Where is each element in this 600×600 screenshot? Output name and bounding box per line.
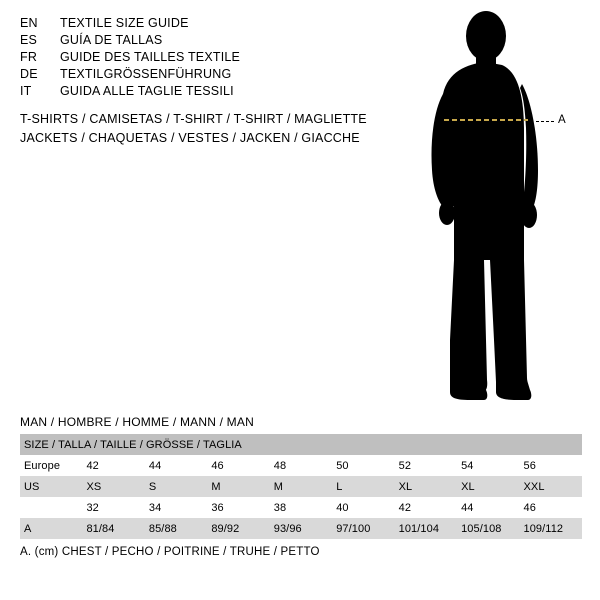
table-row <box>20 518 582 539</box>
measurement-footnote: A. (cm) CHEST / PECHO / POITRINE / TRUHE / PETTO <box>20 546 320 558</box>
cell: 97/100 <box>336 522 371 535</box>
table-header-label: SIZE / TALLA / TAILLE / GRÖSSE / TAGLIA <box>24 438 242 451</box>
cell: 109/112 <box>523 522 564 535</box>
cell: 44 <box>461 501 474 514</box>
cell: 46 <box>523 501 536 514</box>
row-label: Europe <box>24 459 61 472</box>
cell: 40 <box>336 501 349 514</box>
language-code: FR <box>20 50 38 64</box>
cell: 34 <box>148 501 162 514</box>
table-row <box>20 476 582 497</box>
cell: 105/108 <box>461 522 502 535</box>
cell: M <box>273 480 284 493</box>
language-row <box>20 67 400 84</box>
language-row <box>20 16 400 33</box>
cell: 52 <box>398 459 412 472</box>
language-row <box>20 33 400 50</box>
measure-label-a: A <box>558 114 566 126</box>
cell: 42 <box>86 459 99 472</box>
language-header-block <box>20 16 400 101</box>
row-label: A <box>24 522 32 535</box>
table-title: MAN / HOMBRE / HOMME / MANN / MAN <box>20 415 254 429</box>
cell: 48 <box>273 459 287 472</box>
cell: 85/88 <box>148 522 177 535</box>
cell: 42 <box>398 501 412 514</box>
man-silhouette-figure <box>410 10 595 400</box>
cell: M <box>211 480 221 493</box>
cell: 46 <box>211 459 224 472</box>
cell: 101/104 <box>398 522 440 535</box>
cell: 93/96 <box>273 522 302 535</box>
language-code: EN <box>20 16 38 30</box>
language-title: TEXTILE SIZE GUIDE <box>60 16 189 30</box>
garment-line-jackets: JACKETS / CHAQUETAS / VESTES / JACKEN / GIACCHE <box>20 131 360 145</box>
language-title: GUIDE DES TAILLES TEXTILE <box>60 50 241 64</box>
language-code: IT <box>20 84 32 98</box>
size-table <box>20 434 582 539</box>
cell: 38 <box>273 501 287 514</box>
language-code: DE <box>20 67 38 81</box>
row-label: US <box>24 480 40 493</box>
garment-line-tshirts: T-SHIRTS / CAMISETAS / T-SHIRT / T-SHIRT / MAGLIETTE <box>20 112 367 126</box>
cell: 36 <box>211 501 224 514</box>
cell: XS <box>86 480 102 493</box>
garment-category-block <box>20 110 420 148</box>
cell: L <box>336 480 343 493</box>
cell: 89/92 <box>211 522 240 535</box>
language-title: GUIDA ALLE TAGLIE TESSILI <box>60 84 234 98</box>
cell: XL <box>398 480 413 493</box>
cell: S <box>148 480 157 493</box>
cell: 50 <box>336 459 349 472</box>
size-table-block <box>20 415 582 539</box>
language-row <box>20 84 400 101</box>
table-row <box>20 497 582 518</box>
cell: 56 <box>523 459 536 472</box>
language-row <box>20 50 400 67</box>
language-title: TEXTILGRÖSSENFÜHRUNG <box>60 67 232 81</box>
measure-leader-line <box>536 121 554 122</box>
cell: 44 <box>148 459 162 472</box>
language-title: GUÍA DE TALLAS <box>60 33 163 47</box>
cell: XL <box>461 480 475 493</box>
cell: 81/84 <box>86 522 115 535</box>
language-code: ES <box>20 33 38 47</box>
silhouette-icon <box>410 10 595 400</box>
table-row <box>20 455 582 476</box>
table-header-row <box>20 434 582 455</box>
row-label <box>20 497 82 518</box>
cell: 32 <box>86 501 99 514</box>
cell: XXL <box>523 480 545 493</box>
cell: 54 <box>461 459 474 472</box>
